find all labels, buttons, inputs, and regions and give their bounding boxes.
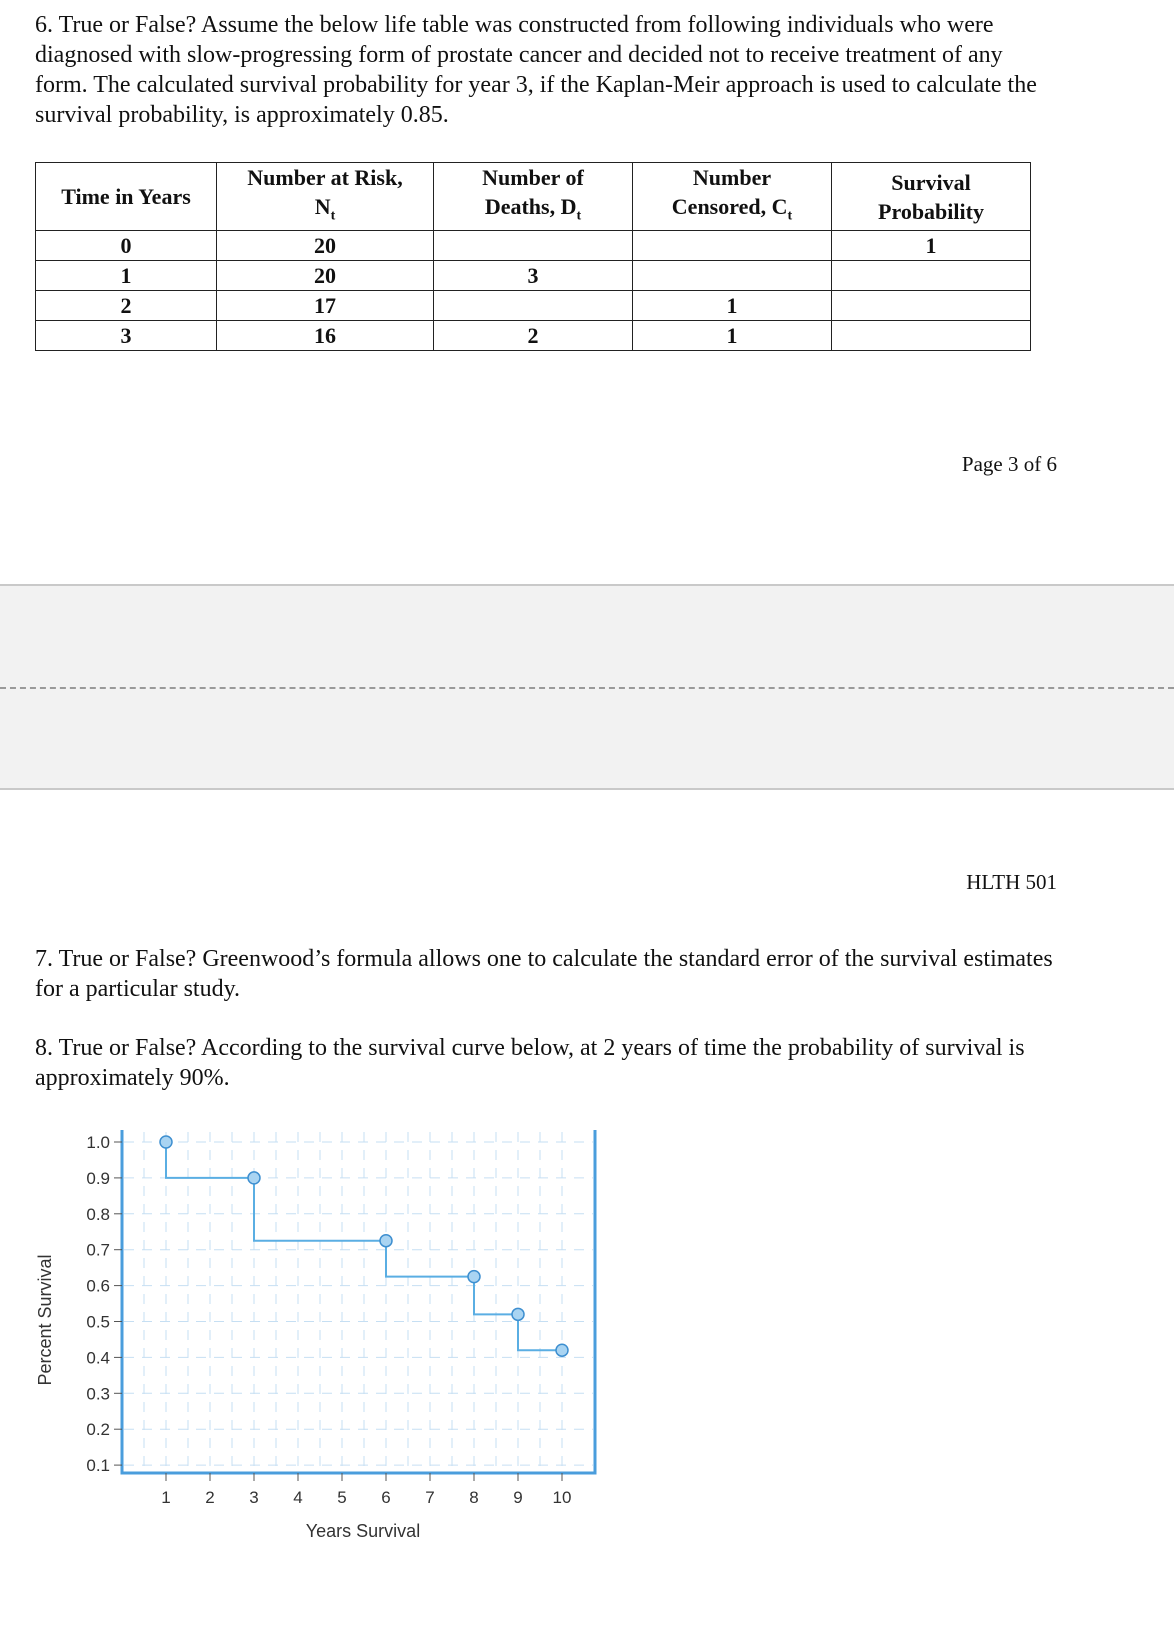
- y-tick-label: 0.8: [86, 1204, 110, 1224]
- table-row: [36, 321, 1031, 351]
- header-deaths-line1: Number of: [482, 165, 584, 190]
- header-time-label: Time in Years: [61, 184, 191, 210]
- y-axis-label: Percent Survival: [35, 1254, 55, 1386]
- y-tick-label: 0.2: [86, 1420, 110, 1440]
- page-break-dashed-line: [0, 687, 1174, 689]
- question-8-text: 8. True or False? According to the survival curve below, at 2 years of time the probability of survival is approximately 90%.: [35, 1035, 1025, 1091]
- header-time: [36, 163, 217, 231]
- life-table: [35, 162, 1031, 351]
- survival-point: [380, 1235, 392, 1247]
- y-tick-label: 0.1: [86, 1456, 110, 1476]
- cell-survival: [832, 261, 1031, 291]
- y-tick-label: 0.3: [86, 1384, 110, 1404]
- table-row: [36, 291, 1031, 321]
- cell-risk: 20: [217, 261, 434, 291]
- x-axis-label: Years Survival: [305, 1521, 421, 1541]
- cell-survival: [832, 321, 1031, 351]
- x-tick-label: 10: [552, 1488, 572, 1507]
- cell-deaths: [434, 231, 633, 261]
- y-tick-label: 0.4: [86, 1348, 110, 1368]
- plot-frame: [122, 1130, 595, 1473]
- table-row: [36, 231, 1031, 261]
- cell-survival: 1: [832, 231, 1031, 261]
- survival-point: [468, 1271, 480, 1283]
- cell-censored: 1: [633, 321, 832, 351]
- y-tick-label: 0.7: [86, 1240, 110, 1260]
- survival-point: [556, 1344, 568, 1356]
- x-tick-label: 2: [205, 1488, 215, 1507]
- cell-censored: [633, 261, 832, 291]
- y-tick-label: 0.5: [86, 1312, 110, 1332]
- header-deaths-symbol: Deaths, D: [484, 194, 577, 219]
- header-censored-line1: Number: [692, 165, 772, 190]
- header-risk-line2: [217, 192, 433, 230]
- header-deaths-subscript: t: [576, 208, 582, 224]
- page-break-gap: [0, 584, 1174, 790]
- header-survival-line1: Survival: [891, 169, 971, 195]
- x-tick-label: 6: [381, 1488, 391, 1507]
- life-table-header-row: [36, 163, 1031, 231]
- cell-time: 0: [36, 231, 217, 261]
- header-risk-subscript: t: [330, 208, 336, 224]
- x-tick-label: 4: [293, 1488, 303, 1507]
- cell-deaths: [434, 291, 633, 321]
- header-survival-probability: [832, 163, 1031, 231]
- cell-time: 2: [36, 291, 217, 321]
- cell-risk: 17: [217, 291, 434, 321]
- survival-point: [248, 1172, 260, 1184]
- header-risk-symbol: N: [314, 194, 331, 219]
- header-number-censored: [633, 163, 832, 231]
- question-7-text: 7. True or False? Greenwood’s formula allows one to calculate the standard error of the survival estimates for a particular study.: [35, 946, 1053, 1002]
- header-censored-line2: [633, 192, 831, 230]
- y-tick-label: 1.0: [86, 1133, 110, 1152]
- header-number-at-risk: [217, 163, 434, 231]
- header-deaths-line2: [434, 192, 632, 230]
- cell-deaths: 3: [434, 261, 633, 291]
- table-row: [36, 261, 1031, 291]
- question-6-text: 6. True or False? Assume the below life table was constructed from following individuals who were diagnosed with slow-progressing form of prostate cancer and decided not to receive treatment of any form. The calculated survival probability for year 3, if the Kaplan-Meir approach is used to calculate the survival probability, is approximately 0.85.: [35, 12, 1037, 128]
- x-tick-label: 8: [469, 1488, 479, 1507]
- x-tick-label: 3: [249, 1488, 259, 1507]
- x-tick-label: 9: [513, 1488, 523, 1507]
- y-tick-label: 0.9: [86, 1168, 110, 1188]
- cell-risk: 16: [217, 321, 434, 351]
- cell-censored: [633, 231, 832, 261]
- cell-time: 1: [36, 261, 217, 291]
- x-tick-label: 1: [161, 1488, 171, 1507]
- x-tick-label: 7: [425, 1488, 435, 1507]
- cell-time: 3: [36, 321, 217, 351]
- header-survival-line2: Probability: [878, 198, 984, 224]
- cell-deaths: 2: [434, 321, 633, 351]
- cell-risk: 20: [217, 231, 434, 261]
- course-code: HLTH 501: [966, 870, 1057, 894]
- header-risk-line1: Number at Risk,: [247, 165, 403, 190]
- y-tick-label: 0.6: [86, 1276, 110, 1296]
- survival-curve-chart: [30, 1130, 650, 1590]
- page-number: Page 3 of 6: [961, 452, 1057, 476]
- cell-survival: [832, 291, 1031, 321]
- x-tick-label: 5: [337, 1488, 347, 1507]
- header-number-of-deaths: [434, 163, 633, 231]
- survival-point: [512, 1308, 524, 1320]
- header-censored-subscript: t: [787, 208, 793, 224]
- survival-point: [160, 1136, 172, 1148]
- header-censored-symbol: Censored, C: [671, 194, 788, 219]
- cell-censored: 1: [633, 291, 832, 321]
